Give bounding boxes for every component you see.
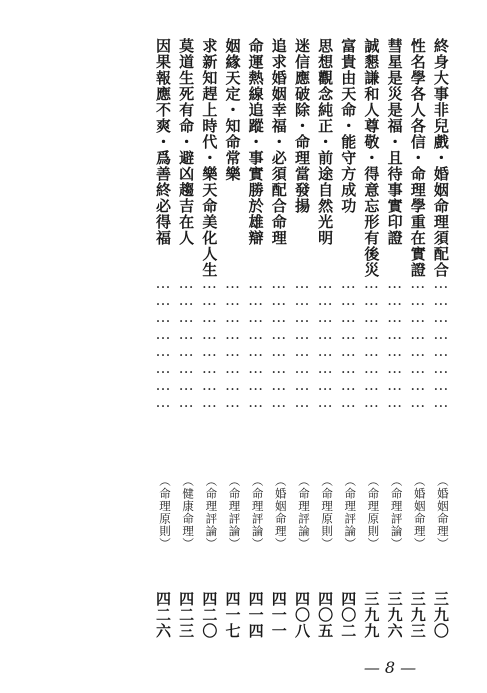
entry-page-number: 三九〇 xyxy=(431,591,450,639)
entry-category: （命理評論） xyxy=(343,475,358,550)
entry-category: （婚姻命理） xyxy=(273,475,288,550)
toc-entry xyxy=(171,38,196,639)
toc-entry xyxy=(287,38,311,639)
entry-title: 彗星是災是福・且待事實印證 xyxy=(385,38,404,246)
toc-entry xyxy=(310,38,335,639)
entry-page-number: 四一七 xyxy=(223,591,242,639)
entry-category: （健康命理） xyxy=(181,475,196,550)
entry-page-number: 四一一 xyxy=(269,591,288,639)
entry-title: 姻緣天定・知命常樂 xyxy=(223,38,242,182)
entry-title: 因果報應不爽・爲善終必得福 xyxy=(154,38,172,246)
leader-dots: …………………… xyxy=(177,274,196,410)
entry-title: 命運熱線追蹤・事實勝於雄辯 xyxy=(246,38,265,246)
entry-page-number: 四〇五 xyxy=(316,591,335,639)
entry-category: （婚姻命理） xyxy=(412,475,427,550)
leader-dots: …………………… xyxy=(292,274,311,410)
entry-title: 終身大事非兒戲・婚姻命理須配合 xyxy=(431,38,450,278)
table-of-contents xyxy=(148,38,450,639)
entry-category: （命理原則） xyxy=(158,475,172,550)
leader-dots: …………………… xyxy=(408,274,427,410)
entry-category: （命理評論） xyxy=(296,475,311,550)
toc-entry xyxy=(217,38,242,639)
leader-dots: …………………… xyxy=(223,274,242,410)
leader-dots: …………………… xyxy=(154,274,172,410)
entry-title: 迷信應破除・命理當發揚 xyxy=(292,38,311,214)
entry-category: （命理評論） xyxy=(204,475,219,550)
leader-dots: …………………… xyxy=(362,274,381,410)
entry-title: 求新知趕上時代・樂天命美化人生 xyxy=(200,38,219,278)
toc-entry xyxy=(148,38,172,639)
entry-title: 誠懇謙和人尊敬・得意忘形有後災 xyxy=(362,38,381,278)
entry-category: （命理評論） xyxy=(389,475,404,550)
toc-entry xyxy=(426,38,450,639)
toc-entry xyxy=(403,38,427,639)
page-folio: — 8 — xyxy=(363,658,417,677)
leader-dots: …………………… xyxy=(269,274,288,410)
entry-page-number: 三九三 xyxy=(408,591,427,639)
leader-dots: …………………… xyxy=(385,274,404,410)
entry-category: （婚姻命理） xyxy=(435,475,450,550)
leader-dots: …………………… xyxy=(200,274,219,410)
entry-category: （命理評論） xyxy=(227,475,242,550)
entry-category: （命理原則） xyxy=(320,475,335,550)
entry-title: 性名學各人各信・命理學重在實證 xyxy=(408,38,427,278)
toc-entry xyxy=(333,38,358,639)
toc-entry xyxy=(380,38,404,639)
leader-dots: …………………… xyxy=(339,274,358,410)
toc-entry xyxy=(264,38,288,639)
entry-page-number: 四二三 xyxy=(177,591,196,639)
entry-title: 思想觀念純正・前途自然光明 xyxy=(316,38,335,246)
entry-category: （命理原則） xyxy=(366,475,381,550)
entry-page-number: 四〇八 xyxy=(292,591,311,639)
entry-page-number: 三九六 xyxy=(385,591,404,639)
leader-dots: …………………… xyxy=(431,274,450,410)
entry-title: 莫道生死有命・避凶趨吉在人 xyxy=(177,38,196,246)
leader-dots: …………………… xyxy=(316,274,335,410)
leader-dots: …………………… xyxy=(246,274,265,410)
entry-page-number: 三九九 xyxy=(362,591,381,639)
entry-page-number: 四二六 xyxy=(154,591,172,639)
entry-page-number: 四二〇 xyxy=(200,591,219,639)
entry-page-number: 四一四 xyxy=(246,591,265,639)
toc-entry xyxy=(356,38,381,639)
toc-entry xyxy=(241,38,265,639)
entry-page-number: 四〇二 xyxy=(339,591,358,639)
entry-category: （命理評論） xyxy=(250,475,265,550)
entry-title: 富貴由天命・能守方成功 xyxy=(339,38,358,214)
entry-title: 追求婚姻幸福・必須配合命理 xyxy=(269,38,288,246)
toc-entry xyxy=(194,38,219,639)
